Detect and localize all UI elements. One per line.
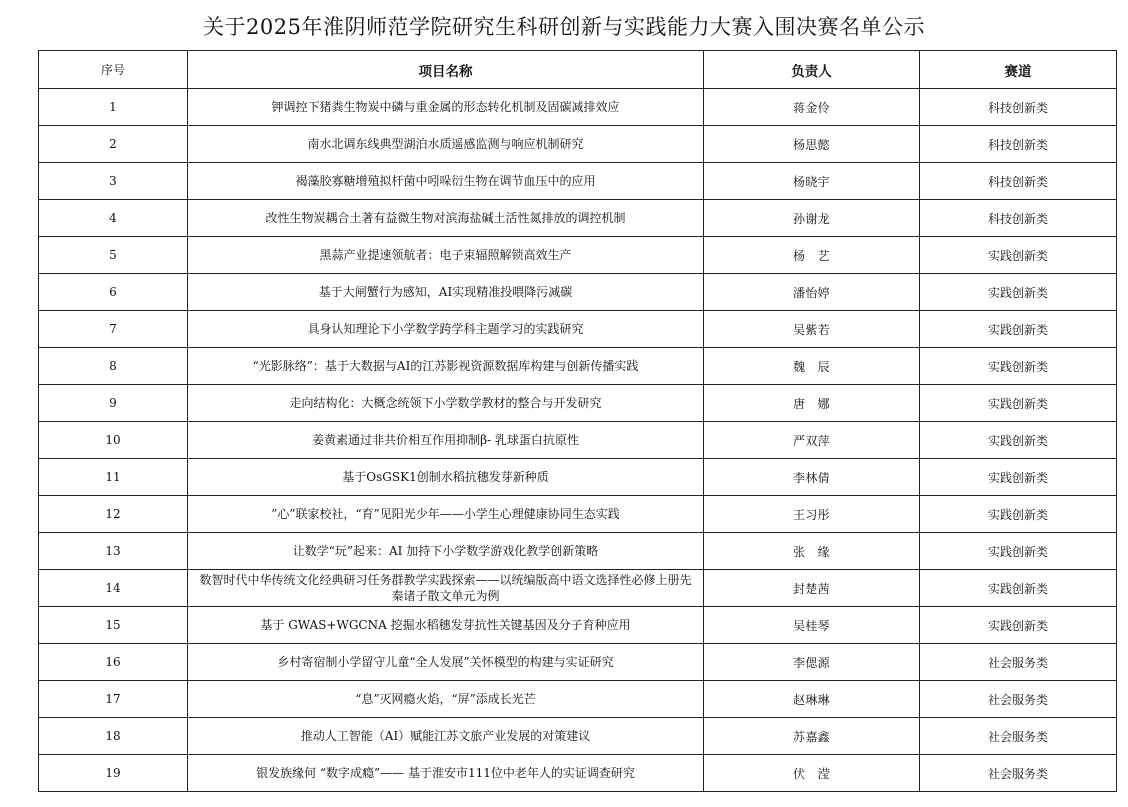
table-row (39, 570, 1117, 607)
cell-project-name: 基于OsGSK1创制水稻抗穗发芽新种质 (188, 459, 704, 496)
table-row (39, 644, 1117, 681)
table-row (39, 681, 1117, 718)
cell-no: 18 (39, 718, 188, 755)
cell-project-name: 乡村寄宿制小学留守儿童“全人发展”关怀模型的构建与实证研究 (188, 644, 704, 681)
cell-track: 实践创新类 (920, 237, 1117, 274)
cell-track: 实践创新类 (920, 570, 1117, 607)
cell-no: 10 (39, 422, 188, 459)
cell-track: 科技创新类 (920, 126, 1117, 163)
cell-project-name: 基于大闸蟹行为感知，AI实现精准投喂降污减碳 (188, 274, 704, 311)
table-row (39, 496, 1117, 533)
cell-leader: 杨晓宇 (704, 163, 920, 200)
cell-track: 社会服务类 (920, 681, 1117, 718)
table-row (39, 163, 1117, 200)
cell-leader: 吴桂琴 (704, 607, 920, 644)
table-row (39, 755, 1117, 792)
table-row (39, 237, 1117, 274)
cell-leader: 蒋金伶 (704, 89, 920, 126)
cell-project-name: 具身认知理论下小学数学跨学科主题学习的实践研究 (188, 311, 704, 348)
table-row (39, 348, 1117, 385)
cell-track: 科技创新类 (920, 200, 1117, 237)
cell-track: 科技创新类 (920, 89, 1117, 126)
cell-leader: 李偲源 (704, 644, 920, 681)
header-track: 赛道 (920, 51, 1117, 89)
cell-leader: 孙谢龙 (704, 200, 920, 237)
cell-no: 4 (39, 200, 188, 237)
cell-project-name: 钾调控下猪粪生物炭中磷与重金属的形态转化机制及固碳减排效应 (188, 89, 704, 126)
finalist-table (38, 50, 1117, 792)
cell-leader: 李林倩 (704, 459, 920, 496)
cell-track: 实践创新类 (920, 533, 1117, 570)
cell-leader: 唐 娜 (704, 385, 920, 422)
cell-leader: 张 缘 (704, 533, 920, 570)
cell-no: 12 (39, 496, 188, 533)
header-no: 序号 (39, 51, 188, 89)
cell-project-name: 基于 GWAS+WGCNA 挖掘水稻穗发芽抗性关键基因及分子育种应用 (188, 607, 704, 644)
cell-leader: 魏 辰 (704, 348, 920, 385)
cell-track: 实践创新类 (920, 274, 1117, 311)
cell-project-name: 南水北调东线典型湖泊水质遥感监测与响应机制研究 (188, 126, 704, 163)
cell-no: 19 (39, 755, 188, 792)
table-row (39, 200, 1117, 237)
cell-track: 科技创新类 (920, 163, 1117, 200)
table-row (39, 718, 1117, 755)
cell-no: 16 (39, 644, 188, 681)
cell-project-name: 走向结构化：大概念统领下小学数学教材的整合与开发研究 (188, 385, 704, 422)
cell-project-name: 黑蒜产业提速领航者：电子束辐照解锁高效生产 (188, 237, 704, 274)
cell-no: 11 (39, 459, 188, 496)
cell-no: 1 (39, 89, 188, 126)
table-row (39, 274, 1117, 311)
cell-track: 实践创新类 (920, 311, 1117, 348)
cell-project-name: 姜黄素通过非共价相互作用抑制β- 乳球蛋白抗原性 (188, 422, 704, 459)
cell-no: 6 (39, 274, 188, 311)
table-header-row (39, 51, 1117, 89)
cell-leader: 伏 滢 (704, 755, 920, 792)
table-row (39, 422, 1117, 459)
cell-leader: 严双萍 (704, 422, 920, 459)
cell-track: 实践创新类 (920, 422, 1117, 459)
cell-no: 7 (39, 311, 188, 348)
table-row (39, 459, 1117, 496)
cell-project-name: 推动人工智能（AI）赋能江苏文旅产业发展的对策建议 (188, 718, 704, 755)
cell-no: 5 (39, 237, 188, 274)
cell-leader: 杨思懿 (704, 126, 920, 163)
table-row (39, 533, 1117, 570)
table-row (39, 89, 1117, 126)
cell-track: 社会服务类 (920, 718, 1117, 755)
table-row (39, 385, 1117, 422)
table-body (39, 89, 1117, 792)
header-project-name: 项目名称 (188, 51, 704, 89)
table-row (39, 126, 1117, 163)
cell-project-name: ”心”联家校社，“育”见阳光少年——小学生心理健康协同生态实践 (188, 496, 704, 533)
cell-track: 实践创新类 (920, 348, 1117, 385)
cell-no: 3 (39, 163, 188, 200)
cell-leader: 封楚茜 (704, 570, 920, 607)
table-row (39, 311, 1117, 348)
cell-no: 17 (39, 681, 188, 718)
cell-project-name: 改性生物炭耦合土著有益微生物对滨海盐碱土活性氮排放的调控机制 (188, 200, 704, 237)
cell-project-name: 数智时代中华传统文化经典研习任务群教学实践探索——以统编版高中语文选择性必修上册先秦诸子散文单元为例 (188, 570, 704, 607)
cell-project-name: 让数学“玩”起来：AI 加持下小学数学游戏化教学创新策略 (188, 533, 704, 570)
cell-no: 15 (39, 607, 188, 644)
cell-leader: 杨 艺 (704, 237, 920, 274)
cell-track: 社会服务类 (920, 644, 1117, 681)
cell-no: 14 (39, 570, 188, 607)
cell-leader: 赵琳琳 (704, 681, 920, 718)
header-leader: 负责人 (704, 51, 920, 89)
cell-track: 实践创新类 (920, 459, 1117, 496)
cell-leader: 潘怡婷 (704, 274, 920, 311)
cell-track: 实践创新类 (920, 496, 1117, 533)
cell-no: 13 (39, 533, 188, 570)
cell-project-name: 褐藻胶寡糖增殖拟杆菌中吲哚衍生物在调节血压中的应用 (188, 163, 704, 200)
cell-project-name: “光影脉络”：基于大数据与AI的江苏影视资源数据库构建与创新传播实践 (188, 348, 704, 385)
cell-project-name: “息”灭网瘾火焰，“屏”添成长光芒 (188, 681, 704, 718)
cell-leader: 吴紫若 (704, 311, 920, 348)
cell-no: 9 (39, 385, 188, 422)
cell-no: 2 (39, 126, 188, 163)
cell-track: 社会服务类 (920, 755, 1117, 792)
page-title: 关于2025年淮阴师范学院研究生科研创新与实践能力大赛入围决赛名单公示 (203, 15, 925, 39)
cell-no: 8 (39, 348, 188, 385)
table-row (39, 607, 1117, 644)
cell-track: 实践创新类 (920, 385, 1117, 422)
cell-project-name: 银发族缘何 “数字成瘾”—— 基于淮安市111位中老年人的实证调查研究 (188, 755, 704, 792)
cell-leader: 王习彤 (704, 496, 920, 533)
cell-track: 实践创新类 (920, 607, 1117, 644)
cell-leader: 苏嘉鑫 (704, 718, 920, 755)
